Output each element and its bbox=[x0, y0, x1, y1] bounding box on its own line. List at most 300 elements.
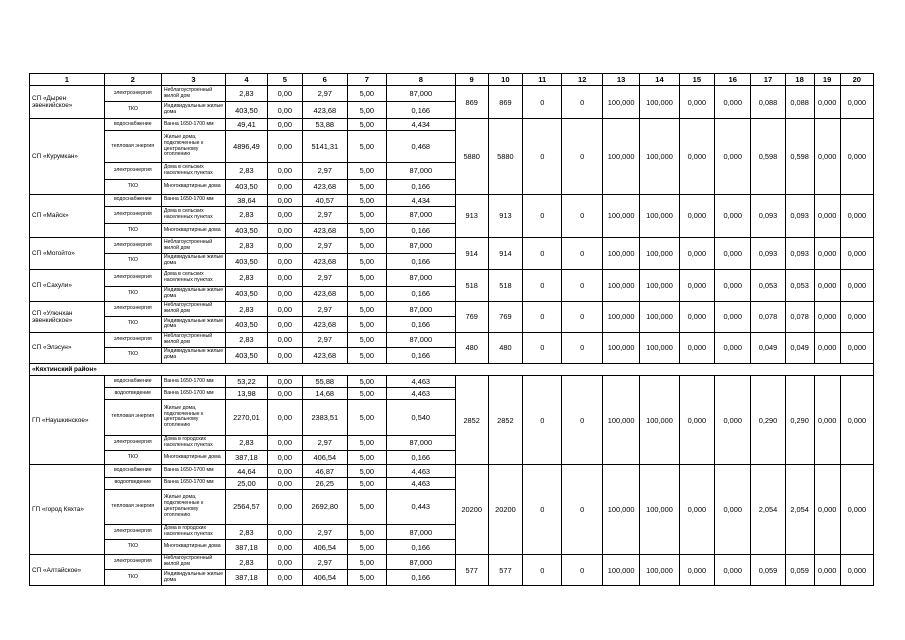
value-cell: 0,00 bbox=[267, 253, 302, 269]
value-cell: 0,00 bbox=[267, 119, 302, 131]
summary-cell: 100,000 bbox=[640, 465, 679, 555]
value-cell: 2,97 bbox=[302, 238, 347, 253]
summary-cell: 0 bbox=[562, 555, 602, 586]
value-cell: 0,00 bbox=[267, 162, 302, 179]
consumer-category: Жилые дома, подключенные к центральному отоплению bbox=[161, 131, 225, 163]
value-cell: 0,00 bbox=[267, 525, 302, 540]
summary-cell: 0,000 bbox=[840, 301, 873, 332]
table-row bbox=[30, 375, 874, 387]
value-cell: 5,00 bbox=[347, 317, 386, 332]
resource-type: электроэнергия bbox=[104, 525, 161, 540]
settlement-name: СП «Элэсун» bbox=[30, 332, 105, 363]
table-row bbox=[30, 555, 874, 570]
summary-cell: 0,093 bbox=[785, 194, 814, 238]
value-cell: 2,97 bbox=[302, 555, 347, 570]
value-cell: 0,00 bbox=[267, 332, 302, 347]
value-cell: 2,83 bbox=[226, 86, 268, 102]
consumer-category: Ванна 1650-1700 мм bbox=[161, 388, 225, 400]
summary-cell: 769 bbox=[455, 301, 488, 332]
settlement-name: СП «Курумкан» bbox=[30, 119, 105, 194]
resource-type: водоснабжение bbox=[104, 194, 161, 206]
value-cell: 25,00 bbox=[226, 477, 268, 489]
summary-cell: 0,000 bbox=[840, 194, 873, 238]
summary-cell: 0,000 bbox=[679, 555, 714, 586]
summary-cell: 0,000 bbox=[814, 119, 840, 194]
value-cell: 5,00 bbox=[347, 253, 386, 269]
value-cell: 0,166 bbox=[387, 540, 456, 555]
consumer-category: Индивидуальные жилые дома bbox=[161, 347, 225, 363]
value-cell: 0,166 bbox=[387, 253, 456, 269]
consumer-category: Многоквартирные дома bbox=[161, 223, 225, 238]
value-cell: 0,00 bbox=[267, 570, 302, 586]
value-cell: 2,97 bbox=[302, 435, 347, 450]
summary-cell: 769 bbox=[488, 301, 522, 332]
summary-cell: 0,000 bbox=[814, 465, 840, 555]
summary-cell: 0,000 bbox=[814, 238, 840, 269]
value-cell: 2,83 bbox=[226, 555, 268, 570]
summary-cell: 0,000 bbox=[679, 269, 714, 301]
value-cell: 406,54 bbox=[302, 570, 347, 586]
column-header: 3 bbox=[161, 74, 225, 86]
value-cell: 0,00 bbox=[267, 540, 302, 555]
summary-cell: 0,053 bbox=[751, 269, 785, 301]
consumer-category: Дома в городских населенных пунктах bbox=[161, 435, 225, 450]
value-cell: 13,98 bbox=[226, 388, 268, 400]
value-cell: 5,00 bbox=[347, 194, 386, 206]
settlement-name: СП «Дырен эвенкийское» bbox=[30, 86, 105, 119]
value-cell: 87,000 bbox=[387, 269, 456, 286]
summary-cell: 869 bbox=[488, 86, 522, 119]
table-row bbox=[30, 238, 874, 253]
value-cell: 2,83 bbox=[226, 206, 268, 223]
consumer-category: Многоквартирные дома bbox=[161, 450, 225, 465]
summary-cell: 913 bbox=[488, 194, 522, 238]
summary-cell: 100,000 bbox=[602, 332, 639, 363]
value-cell: 87,000 bbox=[387, 86, 456, 102]
summary-cell: 913 bbox=[455, 194, 488, 238]
value-cell: 46,87 bbox=[302, 465, 347, 477]
summary-cell: 0,053 bbox=[785, 269, 814, 301]
consumer-category: Ванна 1650-1700 мм bbox=[161, 477, 225, 489]
value-cell: 406,54 bbox=[302, 540, 347, 555]
value-cell: 2,97 bbox=[302, 269, 347, 286]
consumer-category: Индивидуальные жилые дома bbox=[161, 570, 225, 586]
value-cell: 406,54 bbox=[302, 450, 347, 465]
resource-type: тепловая энергия bbox=[104, 489, 161, 524]
table-row bbox=[30, 332, 874, 347]
summary-cell: 0,000 bbox=[679, 238, 714, 269]
consumer-category: Дома в сельских населенных пунктах bbox=[161, 269, 225, 286]
summary-cell: 2852 bbox=[455, 375, 488, 465]
summary-cell: 100,000 bbox=[640, 269, 679, 301]
value-cell: 0,00 bbox=[267, 131, 302, 163]
summary-cell: 0,598 bbox=[785, 119, 814, 194]
table-row bbox=[30, 119, 874, 131]
summary-cell: 0,088 bbox=[751, 86, 785, 119]
value-cell: 403,50 bbox=[226, 179, 268, 194]
value-cell: 2,97 bbox=[302, 162, 347, 179]
summary-cell: 0,000 bbox=[840, 332, 873, 363]
value-cell: 2,97 bbox=[302, 525, 347, 540]
value-cell: 5,00 bbox=[347, 450, 386, 465]
consumer-category: Жилые дома, подключенные к центральному отоплению bbox=[161, 489, 225, 524]
value-cell: 87,000 bbox=[387, 525, 456, 540]
value-cell: 0,166 bbox=[387, 102, 456, 119]
summary-cell: 0,000 bbox=[679, 86, 714, 119]
summary-cell: 0,000 bbox=[715, 238, 751, 269]
value-cell: 5,00 bbox=[347, 162, 386, 179]
column-header: 19 bbox=[814, 74, 840, 86]
value-cell: 0,00 bbox=[267, 238, 302, 253]
value-cell: 423,68 bbox=[302, 253, 347, 269]
value-cell: 0,00 bbox=[267, 223, 302, 238]
summary-cell: 518 bbox=[488, 269, 522, 301]
settlement-name: СП «Сахули» bbox=[30, 269, 105, 301]
value-cell: 423,68 bbox=[302, 317, 347, 332]
summary-cell: 0,059 bbox=[785, 555, 814, 586]
summary-cell: 100,000 bbox=[602, 269, 639, 301]
summary-cell: 0,000 bbox=[814, 375, 840, 465]
summary-cell: 5880 bbox=[455, 119, 488, 194]
summary-cell: 577 bbox=[455, 555, 488, 586]
summary-cell: 0,000 bbox=[814, 194, 840, 238]
value-cell: 87,000 bbox=[387, 435, 456, 450]
value-cell: 4,463 bbox=[387, 477, 456, 489]
settlement-name: СП «Алтайское» bbox=[30, 555, 105, 586]
value-cell: 4,434 bbox=[387, 119, 456, 131]
summary-cell: 0,000 bbox=[679, 194, 714, 238]
summary-cell: 0 bbox=[562, 119, 602, 194]
value-cell: 423,68 bbox=[302, 286, 347, 301]
summary-cell: 0,000 bbox=[679, 332, 714, 363]
resource-type: ТКО bbox=[104, 540, 161, 555]
summary-cell: 100,000 bbox=[640, 301, 679, 332]
value-cell: 5,00 bbox=[347, 131, 386, 163]
summary-cell: 100,000 bbox=[602, 555, 639, 586]
value-cell: 5,00 bbox=[347, 477, 386, 489]
summary-cell: 0,000 bbox=[715, 194, 751, 238]
value-cell: 5,00 bbox=[347, 286, 386, 301]
value-cell: 0,00 bbox=[267, 555, 302, 570]
value-cell: 5,00 bbox=[347, 238, 386, 253]
summary-cell: 100,000 bbox=[602, 301, 639, 332]
resource-type: ТКО bbox=[104, 179, 161, 194]
value-cell: 403,50 bbox=[226, 317, 268, 332]
value-cell: 40,57 bbox=[302, 194, 347, 206]
summary-cell: 0,598 bbox=[751, 119, 785, 194]
value-cell: 5,00 bbox=[347, 540, 386, 555]
value-cell: 2,97 bbox=[302, 86, 347, 102]
table-row bbox=[30, 194, 874, 206]
summary-cell: 869 bbox=[455, 86, 488, 119]
value-cell: 87,000 bbox=[387, 206, 456, 223]
value-cell: 5,00 bbox=[347, 555, 386, 570]
summary-cell: 0,000 bbox=[814, 555, 840, 586]
value-cell: 5,00 bbox=[347, 388, 386, 400]
consumer-category: Ванна 1650-1700 мм bbox=[161, 375, 225, 387]
summary-cell: 480 bbox=[488, 332, 522, 363]
consumer-category: Дома в городских населенных пунктах bbox=[161, 525, 225, 540]
summary-cell: 0 bbox=[523, 119, 562, 194]
summary-cell: 0,000 bbox=[840, 86, 873, 119]
summary-cell: 0 bbox=[562, 238, 602, 269]
value-cell: 4,434 bbox=[387, 194, 456, 206]
summary-cell: 0,000 bbox=[814, 301, 840, 332]
resource-type: ТКО bbox=[104, 286, 161, 301]
value-cell: 87,000 bbox=[387, 162, 456, 179]
summary-cell: 100,000 bbox=[602, 194, 639, 238]
resource-type: ТКО bbox=[104, 253, 161, 269]
value-cell: 0,00 bbox=[267, 347, 302, 363]
column-header: 4 bbox=[226, 74, 268, 86]
value-cell: 49,41 bbox=[226, 119, 268, 131]
value-cell: 5,00 bbox=[347, 400, 386, 435]
consumer-category: Индивидуальные жилые дома bbox=[161, 317, 225, 332]
summary-cell: 100,000 bbox=[640, 86, 679, 119]
summary-cell: 0,000 bbox=[715, 269, 751, 301]
resource-type: водоснабжение bbox=[104, 375, 161, 387]
value-cell: 5,00 bbox=[347, 375, 386, 387]
value-cell: 2,97 bbox=[302, 206, 347, 223]
resource-type: водоотведение bbox=[104, 477, 161, 489]
value-cell: 5,00 bbox=[347, 332, 386, 347]
value-cell: 4,463 bbox=[387, 465, 456, 477]
value-cell: 0,540 bbox=[387, 400, 456, 435]
value-cell: 0,166 bbox=[387, 347, 456, 363]
summary-cell: 0 bbox=[562, 465, 602, 555]
column-header: 1 bbox=[30, 74, 105, 86]
resource-type: электроэнергия bbox=[104, 269, 161, 286]
summary-cell: 0 bbox=[523, 269, 562, 301]
value-cell: 5,00 bbox=[347, 570, 386, 586]
value-cell: 87,000 bbox=[387, 555, 456, 570]
resource-type: ТКО bbox=[104, 317, 161, 332]
summary-cell: 0 bbox=[562, 194, 602, 238]
summary-cell: 0 bbox=[562, 269, 602, 301]
resource-type: электроэнергия bbox=[104, 162, 161, 179]
summary-cell: 0 bbox=[523, 332, 562, 363]
summary-cell: 2,054 bbox=[751, 465, 785, 555]
value-cell: 2270,01 bbox=[226, 400, 268, 435]
resource-type: водоотведение bbox=[104, 388, 161, 400]
summary-cell: 0 bbox=[562, 301, 602, 332]
value-cell: 0,00 bbox=[267, 388, 302, 400]
summary-cell: 100,000 bbox=[640, 375, 679, 465]
summary-cell: 0,093 bbox=[751, 238, 785, 269]
column-header: 15 bbox=[679, 74, 714, 86]
value-cell: 0,00 bbox=[267, 375, 302, 387]
consumer-category: Многоквартирные дома bbox=[161, 540, 225, 555]
consumer-category: Ванна 1650-1700 мм bbox=[161, 465, 225, 477]
consumer-category: Неблагоустроенный жилой дом bbox=[161, 238, 225, 253]
value-cell: 387,18 bbox=[226, 450, 268, 465]
column-header: 7 bbox=[347, 74, 386, 86]
summary-cell: 0,000 bbox=[840, 465, 873, 555]
summary-cell: 0 bbox=[523, 555, 562, 586]
settlement-name: ГП «город Кяхта» bbox=[30, 465, 105, 555]
consumer-category: Индивидуальные жилые дома bbox=[161, 253, 225, 269]
value-cell: 2,83 bbox=[226, 332, 268, 347]
value-cell: 87,000 bbox=[387, 301, 456, 316]
consumer-category: Ванна 1650-1700 мм bbox=[161, 194, 225, 206]
summary-cell: 0 bbox=[562, 332, 602, 363]
value-cell: 0,443 bbox=[387, 489, 456, 524]
consumer-category: Индивидуальные жилые дома bbox=[161, 102, 225, 119]
resource-type: электроэнергия bbox=[104, 301, 161, 316]
value-cell: 423,68 bbox=[302, 102, 347, 119]
column-header: 13 bbox=[602, 74, 639, 86]
summary-cell: 914 bbox=[455, 238, 488, 269]
summary-cell: 0 bbox=[562, 86, 602, 119]
value-cell: 5,00 bbox=[347, 465, 386, 477]
value-cell: 0,00 bbox=[267, 86, 302, 102]
value-cell: 0,00 bbox=[267, 477, 302, 489]
value-cell: 423,68 bbox=[302, 179, 347, 194]
value-cell: 0,00 bbox=[267, 317, 302, 332]
consumer-category: Индивидуальные жилые дома bbox=[161, 286, 225, 301]
summary-cell: 100,000 bbox=[602, 375, 639, 465]
summary-cell: 0,000 bbox=[840, 375, 873, 465]
summary-cell: 577 bbox=[488, 555, 522, 586]
summary-cell: 0,078 bbox=[785, 301, 814, 332]
value-cell: 2692,80 bbox=[302, 489, 347, 524]
column-header: 8 bbox=[387, 74, 456, 86]
consumer-category: Ванна 1650-1700 мм bbox=[161, 119, 225, 131]
summary-cell: 0,059 bbox=[751, 555, 785, 586]
summary-cell: 0,290 bbox=[785, 375, 814, 465]
summary-cell: 0,000 bbox=[840, 555, 873, 586]
summary-cell: 0,000 bbox=[814, 332, 840, 363]
value-cell: 2564,57 bbox=[226, 489, 268, 524]
resource-type: ТКО bbox=[104, 223, 161, 238]
value-cell: 2,83 bbox=[226, 525, 268, 540]
value-cell: 403,50 bbox=[226, 223, 268, 238]
summary-cell: 0,093 bbox=[751, 194, 785, 238]
summary-cell: 0,000 bbox=[814, 86, 840, 119]
column-header: 2 bbox=[104, 74, 161, 86]
value-cell: 403,50 bbox=[226, 347, 268, 363]
summary-cell: 0,290 bbox=[751, 375, 785, 465]
value-cell: 2,83 bbox=[226, 301, 268, 316]
value-cell: 0,00 bbox=[267, 301, 302, 316]
summary-cell: 100,000 bbox=[640, 119, 679, 194]
summary-cell: 0 bbox=[562, 375, 602, 465]
value-cell: 5,00 bbox=[347, 223, 386, 238]
resource-type: тепловая энергия bbox=[104, 400, 161, 435]
value-cell: 2,83 bbox=[226, 162, 268, 179]
value-cell: 0,00 bbox=[267, 102, 302, 119]
consumer-category: Жилые дома, подключенные к центральному отоплению bbox=[161, 400, 225, 435]
value-cell: 0,00 bbox=[267, 435, 302, 450]
value-cell: 0,00 bbox=[267, 286, 302, 301]
summary-cell: 0,000 bbox=[679, 301, 714, 332]
value-cell: 423,68 bbox=[302, 223, 347, 238]
consumer-category: Дома в сельских населенных пунктах bbox=[161, 162, 225, 179]
value-cell: 53,88 bbox=[302, 119, 347, 131]
value-cell: 44,64 bbox=[226, 465, 268, 477]
value-cell: 38,64 bbox=[226, 194, 268, 206]
summary-cell: 0,000 bbox=[679, 375, 714, 465]
header-row bbox=[30, 74, 874, 86]
resource-type: тепловая энергия bbox=[104, 131, 161, 163]
value-cell: 403,50 bbox=[226, 102, 268, 119]
summary-cell: 0 bbox=[523, 238, 562, 269]
value-cell: 0,00 bbox=[267, 194, 302, 206]
section-title: «Кяхтинский район» bbox=[30, 363, 874, 375]
summary-cell: 0,088 bbox=[785, 86, 814, 119]
value-cell: 2383,51 bbox=[302, 400, 347, 435]
resource-type: электроэнергия bbox=[104, 332, 161, 347]
consumer-category: Многоквартирные дома bbox=[161, 179, 225, 194]
column-header: 18 bbox=[785, 74, 814, 86]
value-cell: 5,00 bbox=[347, 489, 386, 524]
summary-cell: 100,000 bbox=[602, 119, 639, 194]
summary-cell: 914 bbox=[488, 238, 522, 269]
table-row bbox=[30, 269, 874, 286]
resource-type: электроэнергия bbox=[104, 435, 161, 450]
value-cell: 0,00 bbox=[267, 400, 302, 435]
value-cell: 0,166 bbox=[387, 223, 456, 238]
value-cell: 53,22 bbox=[226, 375, 268, 387]
value-cell: 2,97 bbox=[302, 301, 347, 316]
summary-cell: 0,000 bbox=[814, 269, 840, 301]
value-cell: 0,00 bbox=[267, 206, 302, 223]
summary-cell: 0,049 bbox=[785, 332, 814, 363]
value-cell: 5,00 bbox=[347, 347, 386, 363]
settlement-name: СП «Улюнхан эвенкийское» bbox=[30, 301, 105, 332]
value-cell: 4,463 bbox=[387, 375, 456, 387]
summary-cell: 0,000 bbox=[715, 86, 751, 119]
summary-cell: 100,000 bbox=[602, 238, 639, 269]
summary-cell: 100,000 bbox=[640, 194, 679, 238]
resource-type: электроэнергия bbox=[104, 555, 161, 570]
resource-type: электроэнергия bbox=[104, 86, 161, 102]
summary-cell: 100,000 bbox=[640, 332, 679, 363]
resource-type: электроэнергия bbox=[104, 206, 161, 223]
summary-cell: 0,000 bbox=[715, 465, 751, 555]
table-row bbox=[30, 301, 874, 316]
value-cell: 0,00 bbox=[267, 450, 302, 465]
value-cell: 2,97 bbox=[302, 332, 347, 347]
value-cell: 4896,49 bbox=[226, 131, 268, 163]
value-cell: 423,68 bbox=[302, 347, 347, 363]
value-cell: 26,25 bbox=[302, 477, 347, 489]
resource-type: ТКО bbox=[104, 347, 161, 363]
summary-cell: 100,000 bbox=[640, 555, 679, 586]
consumer-category: Дома в сельских населенных пунктах bbox=[161, 206, 225, 223]
summary-cell: 0 bbox=[523, 465, 562, 555]
summary-cell: 0,000 bbox=[679, 119, 714, 194]
value-cell: 0,00 bbox=[267, 179, 302, 194]
summary-cell: 100,000 bbox=[602, 465, 639, 555]
value-cell: 2,83 bbox=[226, 435, 268, 450]
table-row bbox=[30, 465, 874, 477]
summary-cell: 0,049 bbox=[751, 332, 785, 363]
value-cell: 5,00 bbox=[347, 269, 386, 286]
value-cell: 0,166 bbox=[387, 570, 456, 586]
settlement-name: СП «Могойто» bbox=[30, 238, 105, 269]
consumer-category: Неблагоустроенный жилой дом bbox=[161, 86, 225, 102]
value-cell: 5,00 bbox=[347, 435, 386, 450]
value-cell: 14,68 bbox=[302, 388, 347, 400]
summary-cell: 0,000 bbox=[715, 555, 751, 586]
summary-cell: 2,054 bbox=[785, 465, 814, 555]
summary-cell: 518 bbox=[455, 269, 488, 301]
column-header: 11 bbox=[523, 74, 562, 86]
value-cell: 5,00 bbox=[347, 179, 386, 194]
value-cell: 0,00 bbox=[267, 489, 302, 524]
value-cell: 55,88 bbox=[302, 375, 347, 387]
